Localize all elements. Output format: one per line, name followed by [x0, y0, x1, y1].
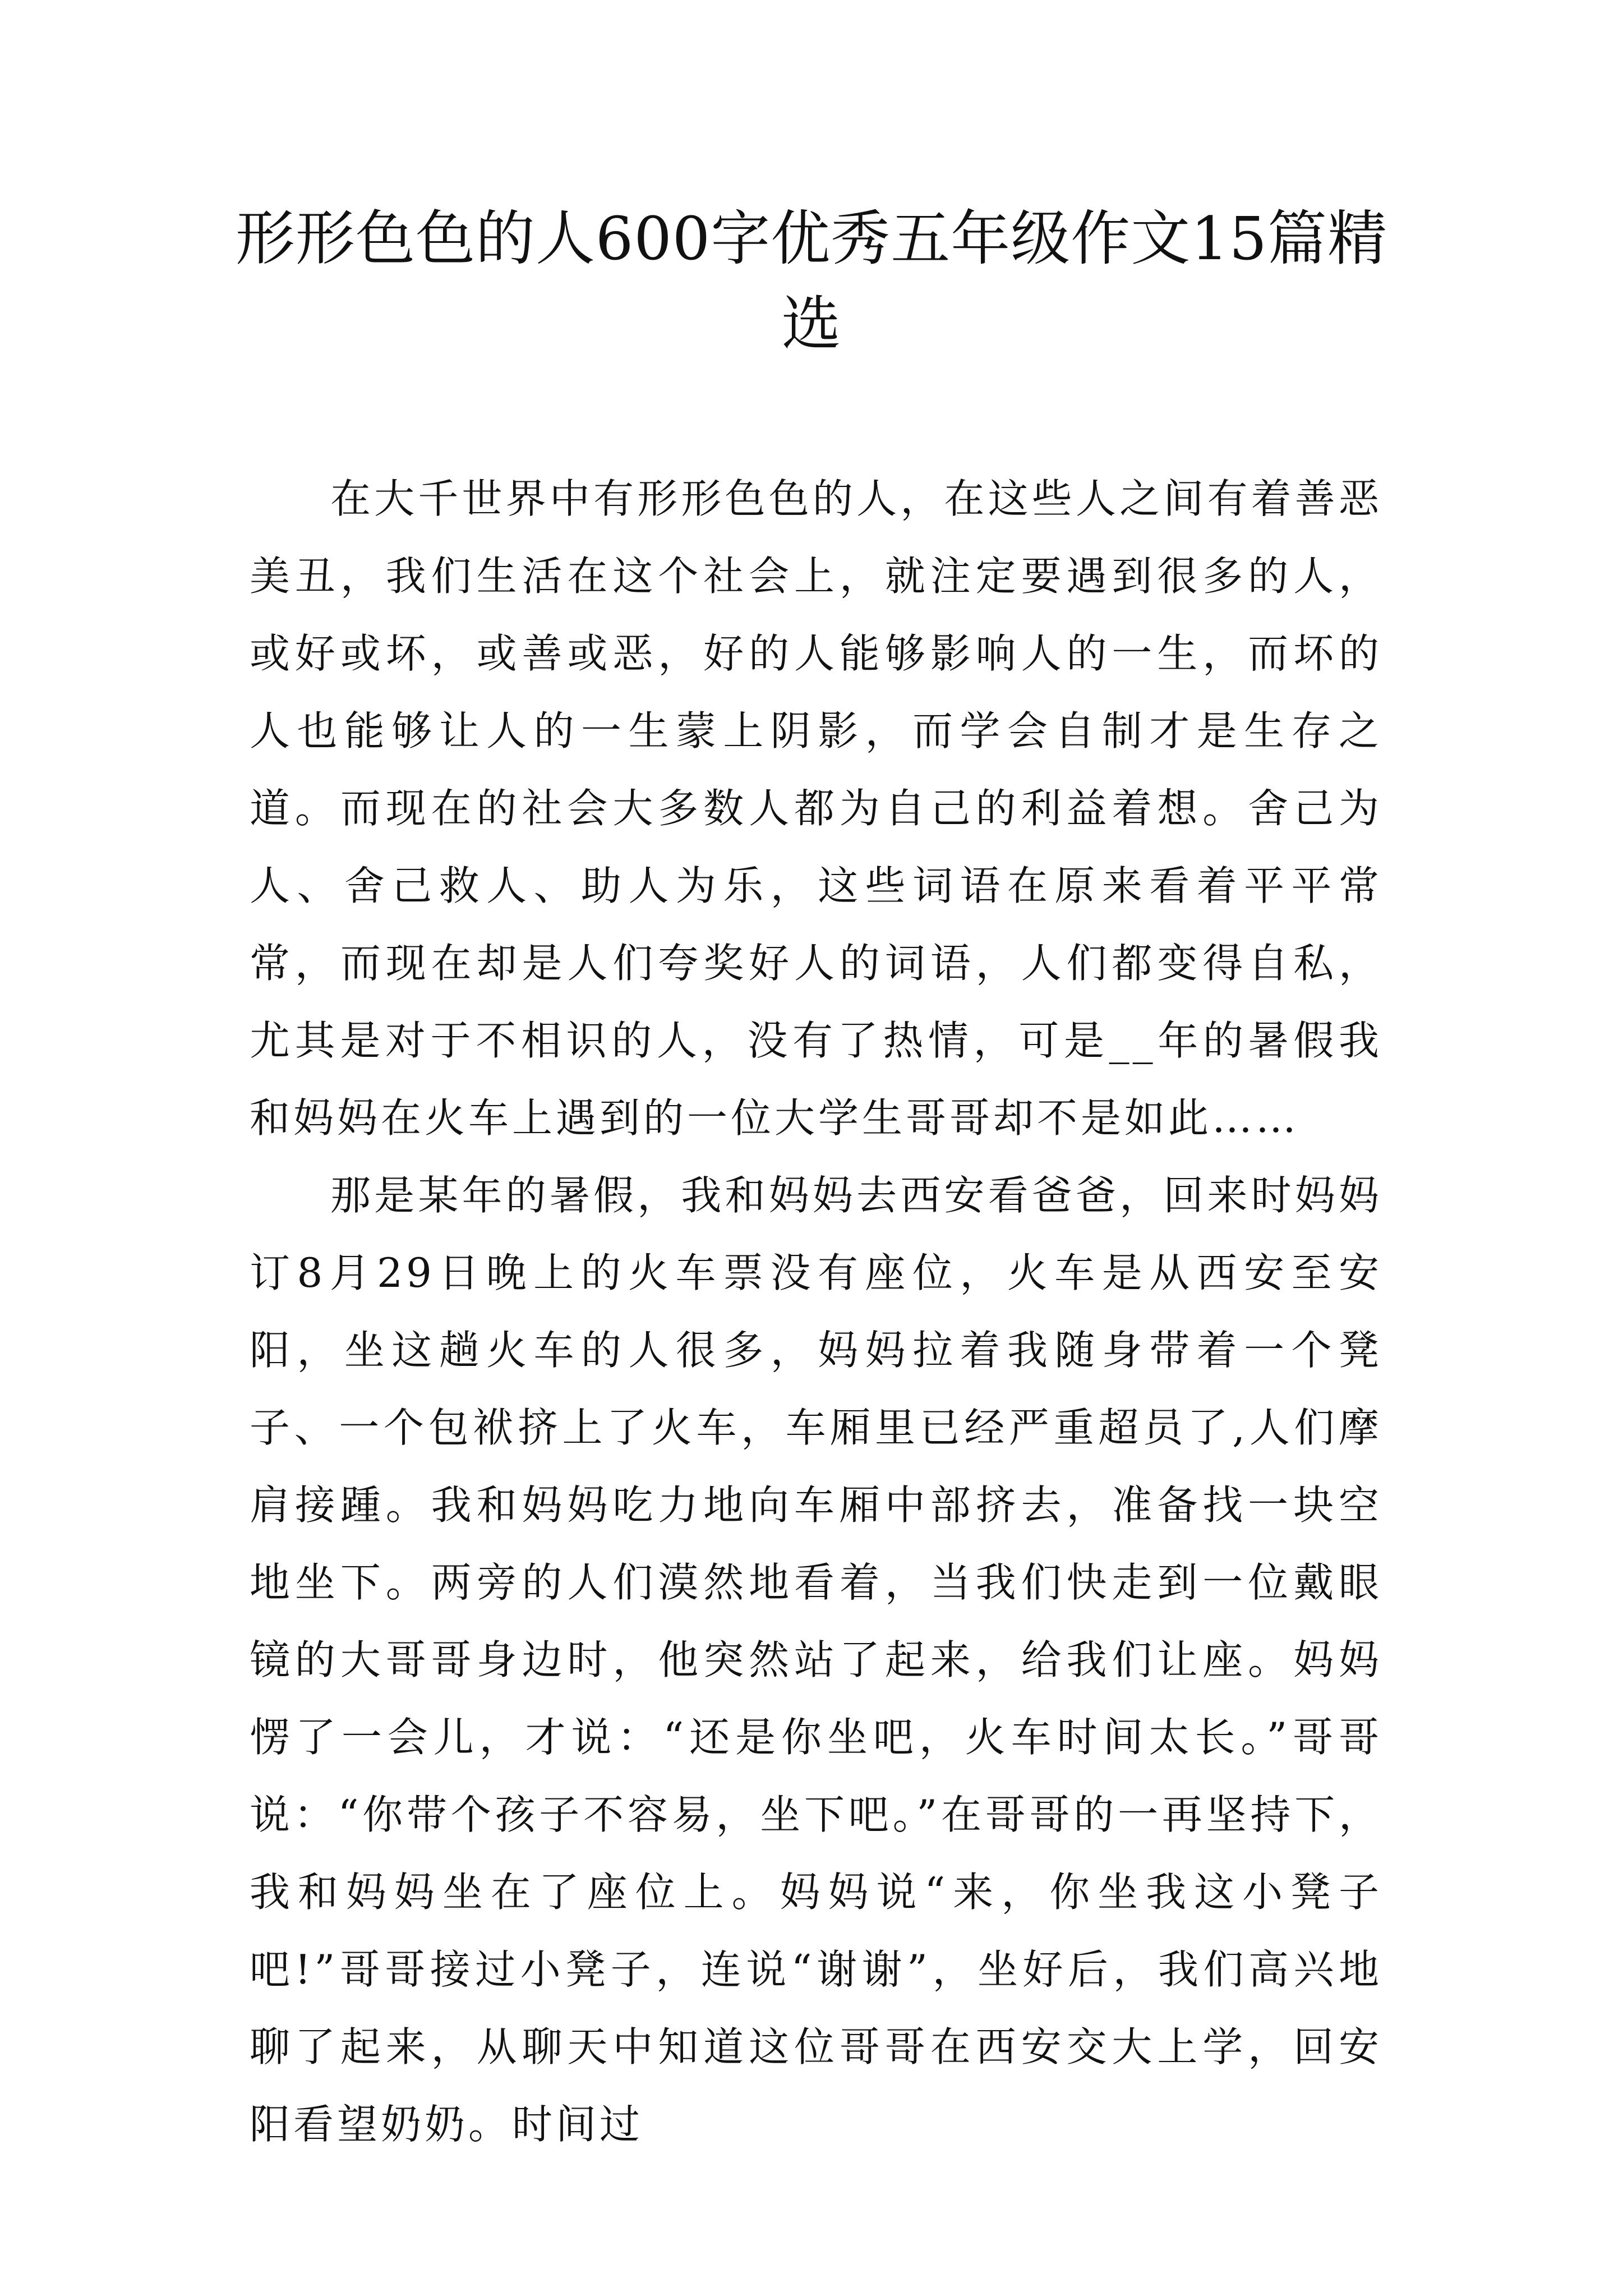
document-body [250, 460, 1382, 2163]
paragraph-2: 那是某年的暑假，我和妈妈去西安看爸爸，回来时妈妈订8月29日晚上的火车票没有座位，火车是从西安至安阳，坐这趟火车的人很多，妈妈拉着我随身带着一个凳子、一个包袱挤上了火车，车厢里已经严重超员了,人们摩肩接踵。我和妈妈吃力地向车厢中部挤去，准备找一块空地坐下。两旁的人们漠然地看着，当我们快走到一位戴眼镜的大哥哥身边时，他突然站了起来，给我们让座。妈妈愣了一会儿，才说：“还是你坐吧，火车时间太长。”哥哥说：“你带个孩子不容易，坐下吧。”在哥哥的一再坚持下，我和妈妈坐在了座位上。妈妈说“来，你坐我这小凳子吧!”哥哥接过小凳子，连说“谢谢”，坐好后，我们高兴地聊了起来，从聊天中知道这位哥哥在西安交大上学，回安阳看望奶奶。时间过 [250, 1172, 1382, 2148]
paragraph-1: 在大千世界中有形形色色的人，在这些人之间有着善恶美丑，我们生活在这个社会上，就注定要遇到很多的人，或好或坏，或善或恶，好的人能够影响人的一生，而坏的人也能够让人的一生蒙上阴影，而学会自制才是生存之道。而现在的社会大多数人都为自己的利益着想。舍己为人、舍己救人、助人为乐，这些词语在原来看着平平常常，而现在却是人们夸奖好人的词语，人们都变得自私，尤其是对于不相识的人，没有了热情，可是__年的暑假我和妈妈在火车上遇到的一位大学生哥哥却不是如此…… [250, 475, 1382, 1142]
document-title: 形形色色的人600字优秀五年级作文15篇精选 [235, 204, 1388, 358]
